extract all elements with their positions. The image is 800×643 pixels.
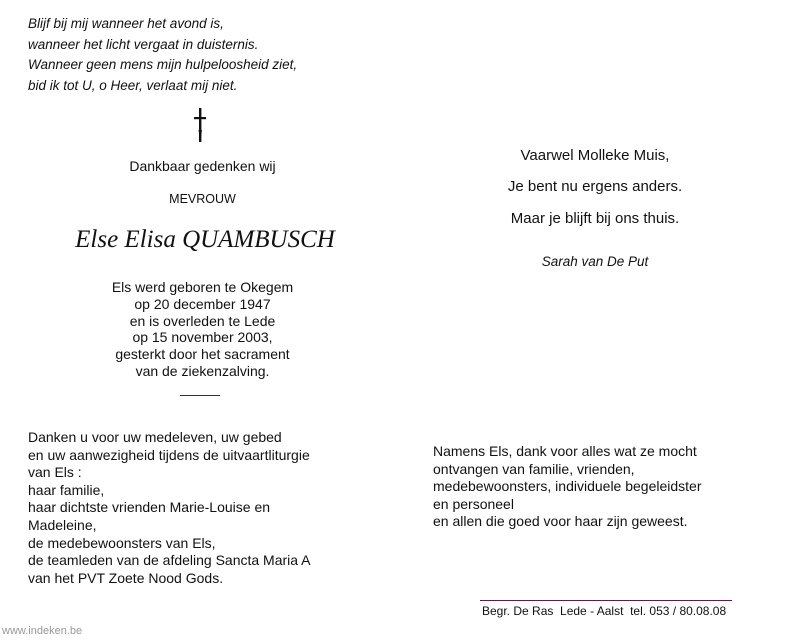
thanks-line: Namens Els, dank voor alles wat ze mocht	[433, 443, 697, 459]
watermark: www.indeken.be	[2, 625, 83, 637]
verse-author: Sarah van De Put	[541, 254, 649, 269]
thanks-line: de medebewoonsters van Els,	[28, 534, 216, 551]
divider	[180, 395, 220, 396]
thanks-line: Madeleine,	[28, 516, 97, 533]
thanks-line: haar familie,	[28, 481, 105, 498]
bio-line: op 15 november 2003,	[132, 329, 273, 346]
poem-line: Wanneer geen mens mijn hulpeloosheid ziet,	[28, 57, 298, 72]
poem-line: Blijf bij mij wanneer het avond is,	[28, 16, 224, 31]
thanks-line: de teamleden van de afdeling Sancta Maria A	[28, 552, 311, 569]
footer-divider	[480, 600, 732, 601]
verse-line: Vaarwel Molleke Muis,	[520, 147, 670, 164]
thanks-line: Danken u voor uw medeleven, uw gebed	[28, 429, 282, 445]
thanks-line: en allen die goed voor haar zijn geweest.	[433, 513, 688, 530]
thanks-right	[433, 443, 702, 531]
bio-line: gesterkt door het sacrament	[115, 346, 290, 363]
biography	[60, 279, 345, 380]
bio-line: van de ziekenzalving.	[135, 362, 270, 379]
thanks-line: en uw aanwezigheid tijdens de uitvaartliturgie	[28, 446, 310, 463]
thanks-left	[28, 429, 311, 587]
thanks-line: van Els :	[28, 464, 82, 481]
poem	[28, 14, 297, 96]
bio-line: en is overleden te Lede	[129, 312, 276, 329]
thanks-line: medebewoonsters, individuele begeleidster	[433, 478, 702, 495]
poem-line: wanneer het licht vergaat in duisternis.	[28, 36, 259, 52]
title-text: MEVROUW	[169, 192, 236, 206]
bio-line: op 20 december 1947	[134, 295, 271, 312]
thanks-line: haar dichtste vrienden Marie-Louise en	[28, 499, 271, 516]
thanks-line: en personeel	[433, 495, 514, 512]
verse-line: Maar je blijft bij ons thuis.	[510, 210, 680, 227]
intro-text: Dankbaar gedenken wij	[129, 158, 276, 174]
cross-icon	[192, 108, 208, 142]
verse-line: Je bent nu ergens anders.	[507, 178, 683, 195]
thanks-line: ontvangen van familie, vrienden,	[433, 460, 635, 477]
bio-line: Els werd geboren te Okegem	[111, 279, 294, 295]
thanks-line: van het PVT Zoete Nood Gods.	[28, 569, 224, 586]
funeral-home-footer: Begr. De Ras Lede - Aalst tel. 053 / 80.08.08	[482, 604, 727, 618]
deceased-name: Else Elisa QUAMBUSCH	[75, 226, 335, 253]
poem-line: bid ik tot U, o Heer, verlaat mij niet.	[28, 77, 238, 93]
